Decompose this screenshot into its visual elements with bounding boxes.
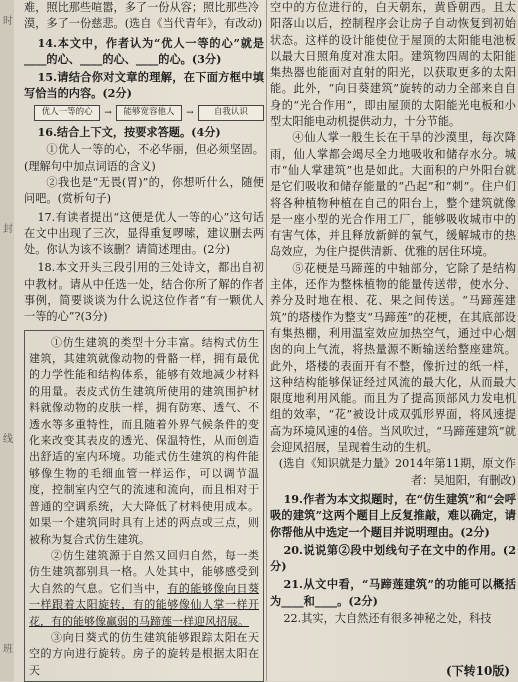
diagram-box: 能够宽容他人 — [116, 105, 182, 121]
passage-paragraph-3: ③向日葵式的仿生建筑能够跟踪太阳在天空的方向进行旋转。房子的旋转是根据太阳在天 — [29, 630, 259, 677]
diagram-box: 优人一等的心 — [34, 105, 100, 121]
question-15: 15.请结合你对文章的理解，在下面方框中填写恰当的内容。(2分) — [24, 70, 264, 101]
edge-mark: 时 — [3, 16, 13, 27]
question-17: 17.有读者提出“这便是优人一等的心”这句话在文中出现了三次，显得重复啰嗦，建议删去两处。你认为该不该删？请简述理由。(2分) — [24, 210, 264, 257]
continued-note: (下转10版) — [445, 664, 510, 678]
question-16-2: ②我也是“无畏(胃)”的，你想听什么，随便问吧。(赏析句子) — [24, 175, 264, 206]
edge-mark: 封 — [3, 224, 13, 235]
top-line: 难，照比那些喧嚣，多了一份从容；照比那些冷 — [24, 1, 259, 14]
question-16: 16.结合上下文，按要求答题。(4分) — [37, 125, 221, 140]
p2-underlined-sentence: 有的能够像向日葵一样跟着太阳旋转，有的能够像仙人掌一样开花，有的能够像羸弱的马蹄莲一样迎风招展。 — [29, 581, 260, 628]
question-16-1: ①优人一等的心，不必华丽，但必须坚固。(理解句中加点词语的含义) — [24, 143, 264, 173]
edge-mark: 线 — [3, 434, 13, 445]
passage-paragraph-3-cont: 空中的方位进行的，白天朝东，黄昏朝西。且太阳落山以后，控制程序会让房子自动恢复到初始状态。这样的设计能使位于屋顶的太阳能电池板以最大日照角度对准太阳。建筑物四周的太阳能集热器也能面对直射的阳光，以获取更多的太阳能。此外，“向日葵建筑”旋转的动力全部来自自身的“光合作用”，即由屋顶的太阳能光电板和小型太阳能电动机提供动力，十分节能。 — [270, 1, 516, 129]
diagram-box: 自我认识 — [198, 105, 264, 121]
passage-paragraph-5: ⑤花梗是马蹄莲的中轴部分，它除了是结构主体，还作为整株植物的能量传送带，使水分、养分及时地在根、花、果之间传送。“马蹄莲建筑”的塔楼作为整支“马蹄莲”的花梗，在其底部设有集热棚，利用温室效应加热空气，通过中心烟囱的向上气流，将热量源不断输送给整座建筑。此外，塔楼的表面开有不整，像折过的纸一样，这种结构能够保证经过风流的最大化，从而最大限度地利用风能。而且为了提高顶部风力发电机组的效率，“花”被设计成双弧形界面，将风速提高为环境风速的4倍。当风吹过，“马蹄莲建筑”就会迎风招展，呈现着生动的生机。 — [270, 261, 516, 455]
q15-diagram — [34, 105, 264, 121]
edge-mark: 班 — [3, 644, 13, 655]
right-column — [270, 0, 516, 629]
arrow-icon: → — [104, 107, 112, 118]
column-divider — [266, 0, 267, 681]
p2-text: ②仿生建筑源于自然又回归自然，每一类仿生建筑都别具一格。人处其中，能够感受到大自然的气息。它们当中， — [29, 548, 259, 595]
passage-paragraph-4: ④仙人掌一般生长在干旱的沙漠里，每次降雨，仙人掌都会竭尽全力地吸收和储存水分。城市“仙人掌建筑”也是如此。大面积的户外阳台就是它们吸收和储存能量的“凸起”和“刺”。住户们将各种植物种植在自己的阳台上，整个建筑就像是一座小型的光合作用工厂，能够吸收城市中的有害气体，并且释放新鲜的氧气，缓解城市的热岛效应，为住户提供清新、优雅的居住环境。 — [270, 131, 516, 259]
question-14: 14.本文中，作者认为“优人一等的心”就是____的心、____的心、____的心。(3分) — [24, 35, 264, 66]
left-column — [24, 0, 264, 682]
passage-paragraph-1: ①仿生建筑的类型十分丰富。结构式仿生建筑，其建筑就像动物的骨骼一样，拥有最优的力学性能和结构体系，能够有效地减少材料的用量。表皮式仿生建筑所使用的建筑围护材料就像动物的皮肤一样，拥有防寒、透气、不透水等多重特性，而且随着外界气候条件的变化来改变其表皮的透光、保温特性，从而创造出舒适的室内环境。功能式仿生建筑的构件能够像生物的毛细血管一样运作，可以调节温度，控制室内空气的流速和流向，而且相对于普通的空调系统，大大降低了材料使用成本。如果一个建筑同时具有上述的两点或三点，则被称为复合式仿生建筑。 — [29, 335, 259, 546]
binding-margin — [0, 0, 14, 681]
passage-paragraph-2 — [29, 548, 259, 630]
top-line: 漠，多了一份慈悲。(选自《当代青年》，有改动) — [24, 17, 263, 31]
question-20: 20.说说第②段中划线句子在文中的作用。(2分) — [270, 542, 516, 574]
question-18: 18.本文开头三段引用的三处诗文，都出自初中教材。请从中任选一处，结合你所了解的作者事例，简要谈谈为什么说这位作者“有一颗优人一等的心”?(3分) — [24, 261, 264, 324]
question-19: 19.作者为本文拟题时，在“仿生建筑”和“会呼吸的建筑”这两个题目上反复推敲，难以确定，请你帮他从中选定一个题目并说明理由。(2分) — [270, 491, 516, 539]
arrow-icon: → — [186, 107, 194, 118]
reading-passage — [24, 330, 264, 682]
question-21: 21.从文中看，“马蹄莲建筑”的功能可以概括为____和____。(2分) — [270, 577, 516, 608]
question-22: 22.其实，大自然还有很多神秘之处，科技 — [283, 611, 492, 625]
source-citation: (选自《知识就是力量》2014年第11期，原文作者：吴旭阳，有删改) — [278, 457, 516, 487]
